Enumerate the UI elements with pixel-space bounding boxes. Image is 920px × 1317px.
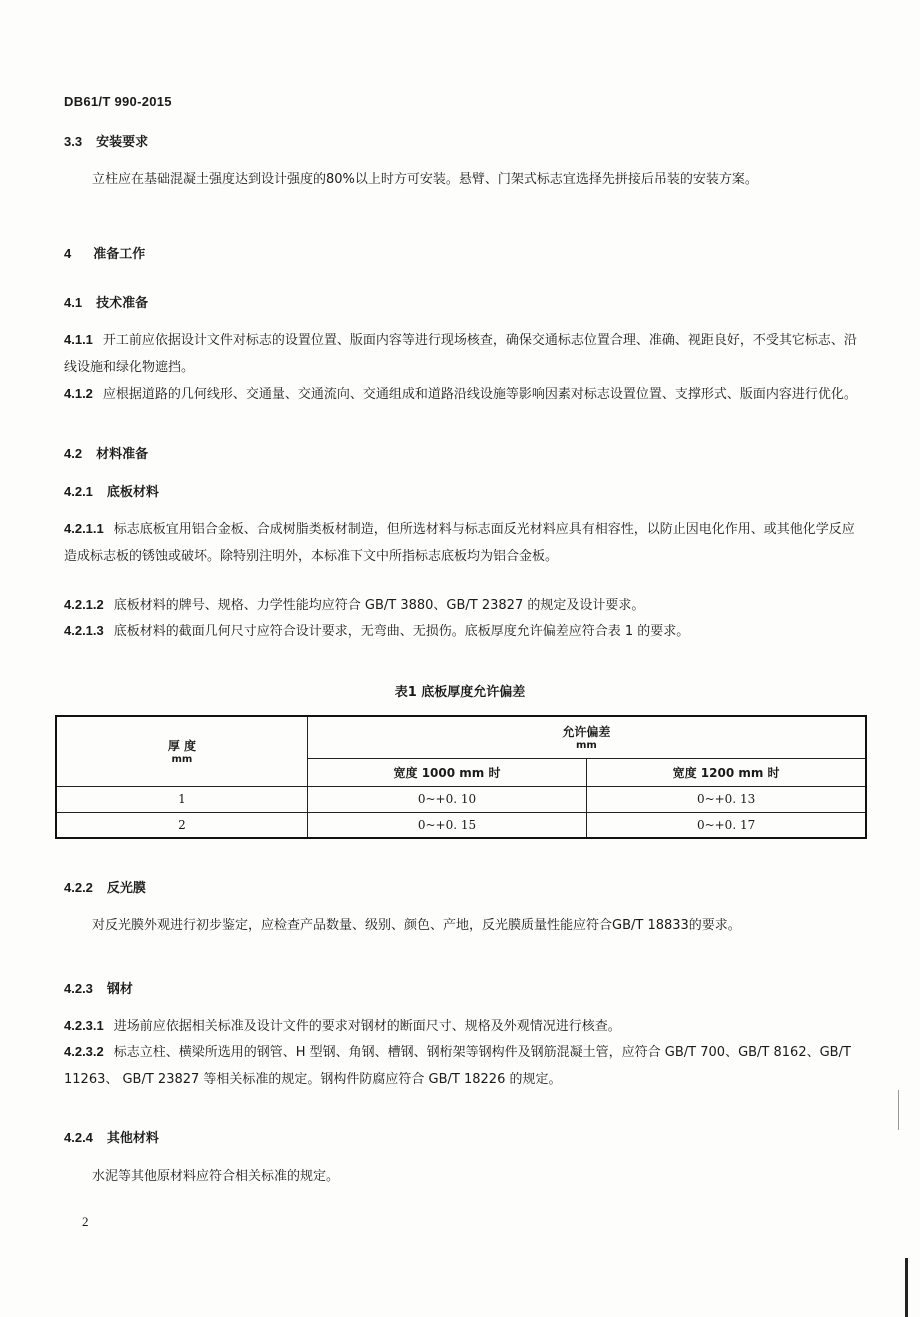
table-cell-thickness: 1 <box>56 786 307 812</box>
section-title: 反光膜 <box>106 881 146 896</box>
section-title: 准备工作 <box>93 247 146 262</box>
clause-number: 4.1.1 <box>64 332 93 347</box>
table-subheader-1200: 宽度 1200 mm 时 <box>587 758 866 786</box>
clause-number: 4.2.3.2 <box>64 1044 104 1059</box>
clause-4-2-1-2 <box>64 591 864 619</box>
clause-4-2-1-1 <box>64 515 864 570</box>
section-title: 材料准备 <box>96 447 149 462</box>
table-header-thickness <box>56 716 307 786</box>
clause-4-2-3-2 <box>64 1038 864 1093</box>
table-row <box>56 786 866 812</box>
section-4-heading <box>64 240 864 268</box>
clause-text: 进场前应依据相关标准及设计文件的要求对钢材的断面尺寸、规格及外观情况进行核查。 <box>113 1019 621 1034</box>
table-cell-w1000: 0~+0. 10 <box>307 786 586 812</box>
section-4-2-1-heading <box>64 478 864 506</box>
section-4-2-4-text: 水泥等其他原材料应符合相关标准的规定。 <box>92 1169 340 1184</box>
section-number: 4.2 <box>64 446 83 461</box>
section-4-1-heading <box>64 289 864 317</box>
section-4-2-3-heading <box>64 975 864 1003</box>
section-4-2-2-text: 对反光膜外观进行初步鉴定，应检查产品数量、级别、颜色、产地，反光膜质量性能应符合GB/T 18833的要求。 <box>92 918 741 933</box>
section-title: 钢材 <box>106 982 133 997</box>
table-subheader-1000: 宽度 1000 mm 时 <box>307 758 586 786</box>
table-caption: 表1 底板厚度允许偏差 <box>394 685 526 700</box>
section-3-3-text: 立柱应在基础混凝土强度达到设计强度的80%以上时方可安装。悬臂、门架式标志宜选择先拼接后吊装的安装方案。 <box>92 172 758 187</box>
section-number: 4 <box>64 246 72 261</box>
clause-4-2-3-1 <box>64 1012 864 1040</box>
table-header-tolerance <box>307 716 866 758</box>
section-number: 4.2.3 <box>64 981 93 996</box>
clause-text: 标志立柱、横梁所选用的钢管、H 型钢、角钢、槽钢、钢桁架等钢构件及钢筋混凝土管，应符合 GB/T 700、GB/T 8162、GB/T 11263、 GB/T 23827 等相关标准的规定。钢构件防腐应符合 GB/T 18226 的规定。 <box>64 1045 851 1087</box>
clause-text: 底板材料的截面几何尺寸应符合设计要求，无弯曲、无损伤。底板厚度允许偏差应符合表 1 的要求。 <box>113 624 690 639</box>
clause-number: 4.2.1.3 <box>64 623 104 638</box>
scan-edge-mark <box>898 1090 899 1130</box>
clause-number: 4.1.2 <box>64 386 93 401</box>
clause-number: 4.2.1.2 <box>64 597 104 612</box>
table-cell-w1000: 0~+0. 15 <box>307 812 586 838</box>
clause-number: 4.2.1.1 <box>64 521 104 536</box>
section-4-2-4-heading <box>64 1124 864 1152</box>
page-number: 2 <box>82 1214 89 1229</box>
section-number: 4.2.1 <box>64 484 93 499</box>
section-4-2-heading <box>64 440 864 468</box>
section-3-3-heading <box>64 128 864 156</box>
document-code: DB61/T 990-2015 <box>64 94 172 109</box>
thickness-label: 厚 度 <box>167 738 197 753</box>
clause-text: 开工前应依据设计文件对标志的设置位置、版面内容等进行现场核查，确保交通标志位置合理、准确、视距良好，不受其它标志、沿线设施和绿化物遮挡。 <box>64 333 857 375</box>
clause-text: 底板材料的牌号、规格、力学性能均应符合 GB/T 3880、GB/T 23827 的规定及设计要求。 <box>113 598 645 613</box>
section-number: 4.2.2 <box>64 880 93 895</box>
table-row <box>56 812 866 838</box>
section-title: 底板材料 <box>106 485 159 500</box>
table-cell-w1200: 0~+0. 17 <box>587 812 866 838</box>
tolerance-unit: mm <box>576 739 597 751</box>
table-cell-thickness: 2 <box>56 812 307 838</box>
scan-edge-bar <box>905 1258 908 1317</box>
table-cell-w1200: 0~+0. 13 <box>587 786 866 812</box>
section-title: 技术准备 <box>96 296 149 311</box>
clause-4-1-2 <box>64 380 864 408</box>
clause-4-1-1 <box>64 326 864 381</box>
tolerance-table <box>55 715 867 839</box>
section-number: 4.2.4 <box>64 1130 93 1145</box>
clause-number: 4.2.3.1 <box>64 1018 104 1033</box>
section-number: 3.3 <box>64 134 83 149</box>
section-number: 4.1 <box>64 295 83 310</box>
section-title: 安装要求 <box>96 135 149 150</box>
clause-text: 应根据道路的几何线形、交通量、交通流向、交通组成和道路沿线设施等影响因素对标志设置位置、支撑形式、版面内容进行优化。 <box>102 387 857 402</box>
clause-4-2-1-3 <box>64 617 864 645</box>
section-4-2-2-heading <box>64 874 864 902</box>
section-title: 其他材料 <box>106 1131 159 1146</box>
clause-text: 标志底板宜用铝合金板、合成树脂类板材制造，但所选材料与标志面反光材料应具有相容性，以防止因电化作用、或其他化学反应造成标志板的锈蚀或破坏。除特别注明外，本标准下文中所指标志底板均为铝合金板。 <box>64 522 855 564</box>
tolerance-label: 允许偏差 <box>562 724 611 739</box>
thickness-unit: mm <box>171 753 193 765</box>
